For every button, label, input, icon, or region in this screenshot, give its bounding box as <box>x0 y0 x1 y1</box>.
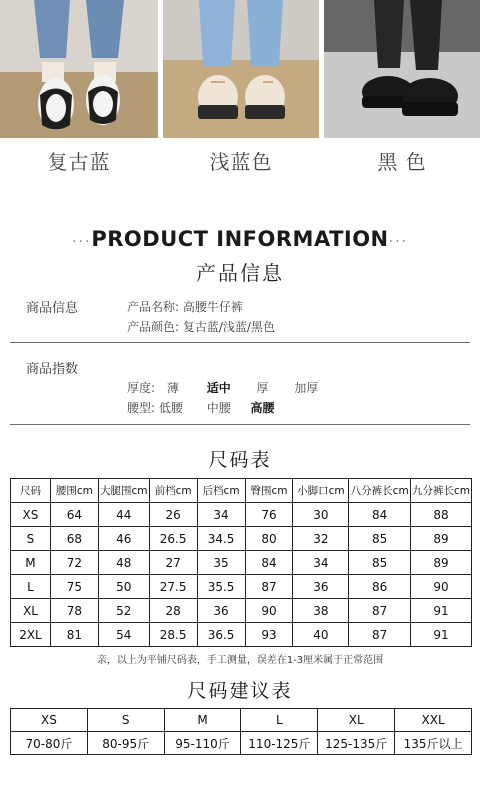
table-cell: 87 <box>245 575 293 599</box>
table-cell: 35 <box>197 551 245 575</box>
thickness-label: 厚度: <box>127 381 156 395</box>
measurement-note: 亲，以上为平铺尺码表，手工测量，误差在1-3厘米属于正常范围 <box>96 655 384 666</box>
table-cell: XS <box>11 503 51 527</box>
table-cell: L <box>11 575 51 599</box>
table-cell: 87 <box>349 599 411 623</box>
advice-size: XL <box>318 709 395 732</box>
header-ankle-length: 九分裤长cm <box>411 479 472 503</box>
table-cell: 87 <box>349 623 411 647</box>
product-name-line: 产品名称: 高腰牛仔裤 <box>127 300 243 314</box>
table-cell: 76 <box>245 503 293 527</box>
thickness-option-thin: 薄 <box>166 381 179 395</box>
header-front-rise: 前档cm <box>149 479 197 503</box>
table-row <box>11 527 472 551</box>
table-cell: 85 <box>349 551 411 575</box>
table-cell: 26.5 <box>149 527 197 551</box>
table-cell: 89 <box>411 551 472 575</box>
table-cell: 86 <box>349 575 411 599</box>
table-cell: 34 <box>293 551 349 575</box>
jeans-loafers-illustration <box>163 0 319 138</box>
header-cropped-length: 八分裤长cm <box>349 479 411 503</box>
table-cell: 75 <box>50 575 98 599</box>
size-chart-table <box>10 478 472 647</box>
table-cell: 93 <box>245 623 293 647</box>
table-cell: 88 <box>411 503 472 527</box>
product-index-label: 商品指数 <box>26 362 79 377</box>
waist-option-mid: 中腰 <box>206 401 231 415</box>
advice-weight: 135斤以上 <box>395 732 472 755</box>
header-size: 尺码 <box>11 479 51 503</box>
jeans-sneakers-illustration <box>0 0 158 138</box>
thickness-row <box>127 379 318 396</box>
table-cell: 68 <box>50 527 98 551</box>
product-info-label: 商品信息 <box>26 301 79 316</box>
table-row <box>11 575 472 599</box>
thickness-option-medium: 适中 <box>206 381 231 395</box>
table-cell: 50 <box>98 575 149 599</box>
table-cell: 36 <box>293 575 349 599</box>
advice-size: M <box>164 709 241 732</box>
table-cell: 26 <box>149 503 197 527</box>
color-label-vintage-blue: 复古蓝 <box>47 150 111 174</box>
waist-row <box>127 399 275 416</box>
table-cell: S <box>11 527 51 551</box>
advice-size: XXL <box>395 709 472 732</box>
header-waist: 腰围cm <box>50 479 98 503</box>
jeans-black-shoes-illustration <box>324 0 480 138</box>
table-cell: 91 <box>411 623 472 647</box>
heading-dots-right: ··· <box>388 234 408 250</box>
color-label-black: 黑 色 <box>377 150 427 174</box>
table-cell: 89 <box>411 527 472 551</box>
table-row <box>11 599 472 623</box>
table-row <box>11 709 472 732</box>
table-cell: 84 <box>349 503 411 527</box>
product-information-heading <box>0 227 480 251</box>
table-cell: 32 <box>293 527 349 551</box>
table-cell: 44 <box>98 503 149 527</box>
header-thigh: 大腿围cm <box>98 479 149 503</box>
color-label-light-blue: 浅蓝色 <box>209 150 273 174</box>
table-row <box>11 623 472 647</box>
table-cell: 90 <box>245 599 293 623</box>
heading-dots-left: ··· <box>71 234 92 250</box>
table-cell: 34 <box>197 503 245 527</box>
table-cell: 85 <box>349 527 411 551</box>
product-information-title: PRODUCT INFORMATION <box>91 227 389 251</box>
product-information-subtitle: 产品信息 <box>196 261 284 285</box>
advice-size: S <box>87 709 164 732</box>
table-cell: 34.5 <box>197 527 245 551</box>
table-cell: 27 <box>149 551 197 575</box>
product-photos <box>0 0 480 140</box>
photo-vintage-blue[interactable] <box>0 0 158 138</box>
table-cell: 38 <box>293 599 349 623</box>
table-cell: 91 <box>411 599 472 623</box>
advice-weight: 70-80斤 <box>11 732 88 755</box>
advice-size: L <box>241 709 318 732</box>
product-color-line: 产品颜色: 复古蓝/浅蓝/黑色 <box>127 320 275 334</box>
advice-weight: 125-135斤 <box>318 732 395 755</box>
table-cell: 52 <box>98 599 149 623</box>
header-back-rise: 后档cm <box>197 479 245 503</box>
table-cell: 48 <box>98 551 149 575</box>
advice-weight: 95-110斤 <box>164 732 241 755</box>
photo-black[interactable] <box>324 0 480 138</box>
table-cell: 90 <box>411 575 472 599</box>
table-cell: 46 <box>98 527 149 551</box>
table-cell: 36 <box>197 599 245 623</box>
waist-label: 腰型: <box>127 401 156 415</box>
table-cell: 30 <box>293 503 349 527</box>
thickness-option-thick: 厚 <box>256 381 269 395</box>
size-chart-title: 尺码表 <box>208 449 272 471</box>
advice-weight: 110-125斤 <box>241 732 318 755</box>
table-cell: 27.5 <box>149 575 197 599</box>
table-header-row <box>11 479 472 503</box>
table-cell: 40 <box>293 623 349 647</box>
header-leg-opening: 小脚口cm <box>293 479 349 503</box>
waist-option-high: 高腰 <box>250 401 275 415</box>
table-cell: 28 <box>149 599 197 623</box>
header-hip: 臀围cm <box>245 479 293 503</box>
table-cell: 35.5 <box>197 575 245 599</box>
table-cell: 84 <box>245 551 293 575</box>
photo-light-blue[interactable] <box>163 0 319 138</box>
thickness-option-extra-thick: 加厚 <box>294 381 319 395</box>
table-cell: 81 <box>50 623 98 647</box>
table-cell: 78 <box>50 599 98 623</box>
table-row <box>11 551 472 575</box>
table-cell: XL <box>11 599 51 623</box>
advice-weight: 80-95斤 <box>87 732 164 755</box>
table-row <box>11 503 472 527</box>
table-cell: 72 <box>50 551 98 575</box>
table-cell: 2XL <box>11 623 51 647</box>
divider <box>10 424 470 425</box>
table-cell: 28.5 <box>149 623 197 647</box>
table-row <box>11 732 472 755</box>
divider <box>10 342 470 343</box>
table-cell: M <box>11 551 51 575</box>
table-cell: 64 <box>50 503 98 527</box>
table-cell: 54 <box>98 623 149 647</box>
waist-option-low: 低腰 <box>158 401 183 415</box>
size-advice-table <box>10 708 472 755</box>
advice-size: XS <box>11 709 88 732</box>
size-advice-title: 尺码建议表 <box>187 680 293 702</box>
table-cell: 80 <box>245 527 293 551</box>
table-cell: 36.5 <box>197 623 245 647</box>
